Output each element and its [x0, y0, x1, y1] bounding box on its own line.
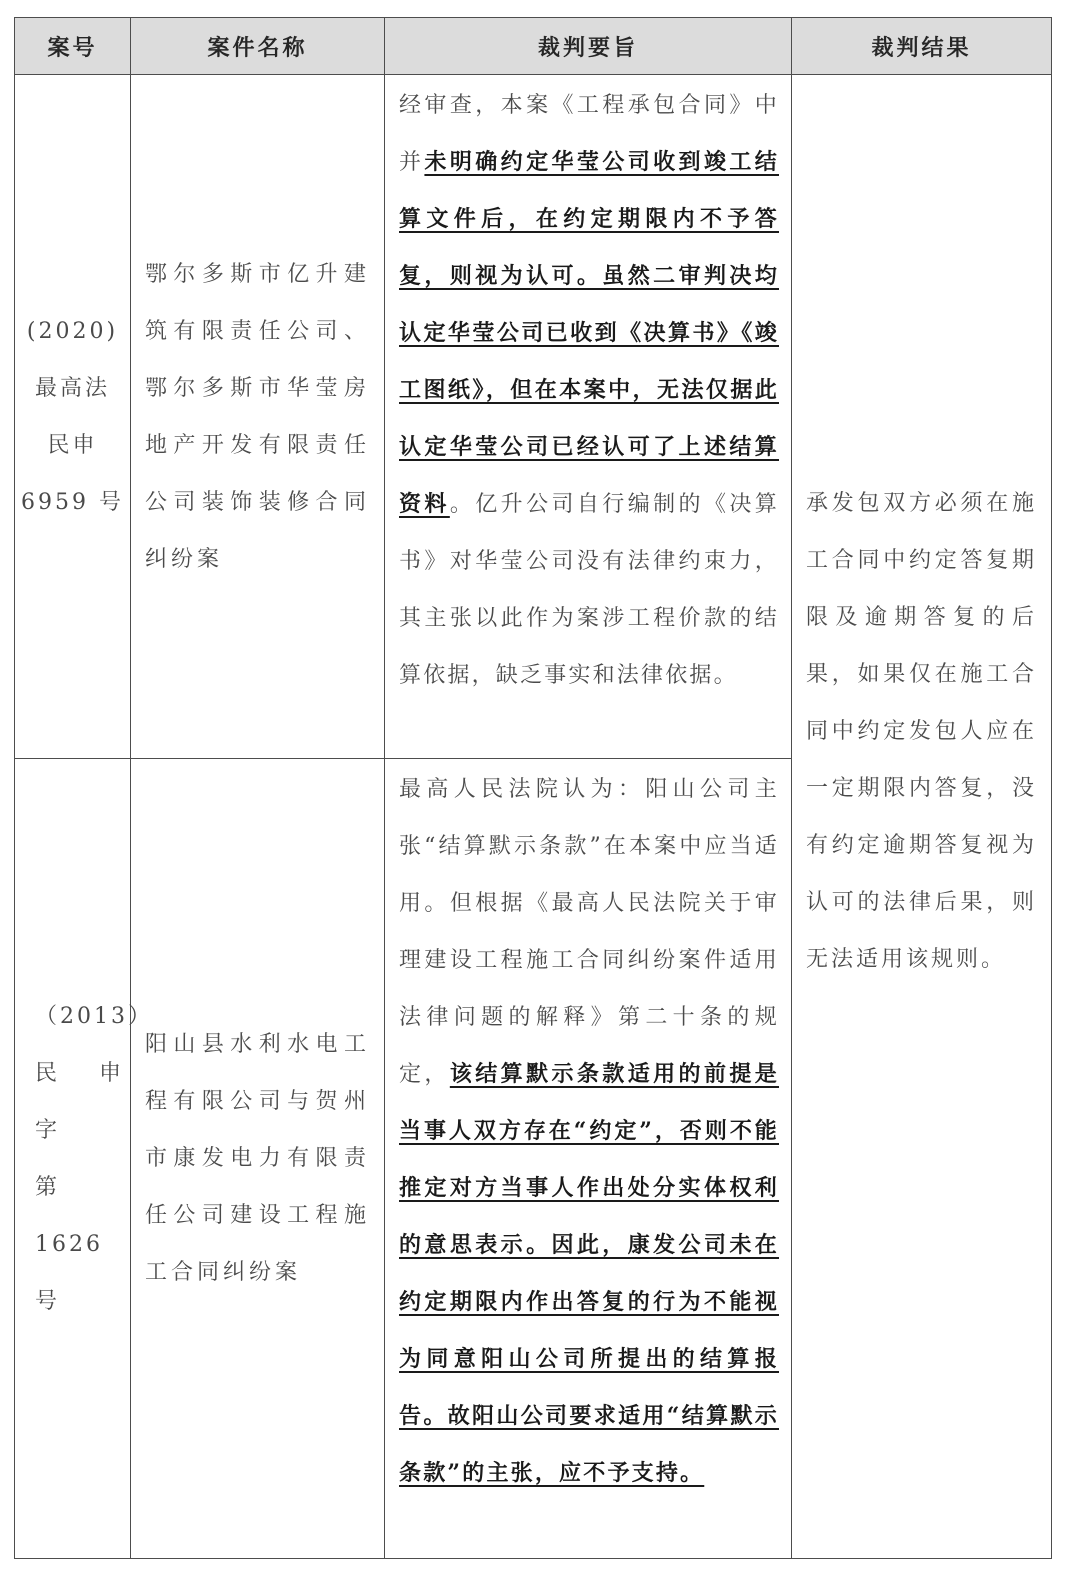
judgment-result: 承发包双方必须在施工合同中约定答复期限及逾期答复的后果，如果仅在施工合同中约定发包人应在一定期限内答复，没有约定逾期答复视为认可的法律后果，则无法适用该规则。	[806, 491, 1037, 972]
gist-emphasis: 该结算默示条款适用的前提是当事人双方存在“约定”，否则不能推定对方当事人作出处分实体权利的意思表示。因此，康发公司未在约定期限内作出答复的行为不能视为同意阳山公司所提出的结算报告。故阳山公司要求适用“结算默示条款”的主张，应不予支持。	[399, 1061, 779, 1486]
header-judgment-gist: 裁判要旨	[385, 18, 792, 75]
judgment-gist-cell	[385, 759, 792, 1559]
case-name: 鄂尔多斯市亿升建筑有限责任公司、鄂尔多斯市华莹房地产开发有限责任公司装饰装修合同纠纷案	[145, 261, 370, 572]
table-row	[15, 75, 1052, 759]
case-number-cell	[15, 75, 131, 759]
case-table	[14, 17, 1052, 1559]
judgment-gist-cell	[385, 75, 792, 759]
header-judgment-result: 裁判结果	[792, 18, 1052, 75]
header-case-no: 案号	[15, 18, 131, 75]
gist-text: 最高人民法院认为：阳山公司主张“结算默示条款”在本案中应当适用。但根据《最高人民法院关于审理建设工程施工合同纠纷案件适用法律问题的解释》第二十条的规定，	[399, 777, 779, 1087]
gist-text: 经审查，本案《工程承包合同》中并	[399, 93, 779, 175]
judgment-gist	[385, 77, 791, 704]
judgment-gist	[385, 761, 791, 1502]
header-case-name: 案件名称	[131, 18, 385, 75]
table-header-row	[15, 18, 1052, 75]
judgment-result-cell	[792, 75, 1052, 1559]
gist-text: 。亿升公司自行编制的《决算书》对华莹公司没有法律约束力，其主张以此作为案涉工程价款的结算依据，缺乏事实和法律依据。	[399, 492, 779, 688]
gist-emphasis: 未明确约定华莹公司收到竣工结算文件后，在约定期限内不予答复，则视为认可。虽然二审判决均认定华莹公司已收到《决算书》《竣工图纸》，但在本案中，无法仅据此认定华莹公司已经认可了上述结算资料	[399, 149, 779, 517]
case-name-cell	[131, 75, 385, 759]
case-number: (2020) 最高法 民申 6959 号	[21, 318, 124, 515]
case-name-cell	[131, 759, 385, 1559]
case-number-cell	[15, 759, 153, 1559]
case-name: 阳山县水利水电工程有限公司与贺州市康发电力有限责任公司建设工程施工合同纠纷案	[145, 1032, 370, 1285]
case-number: （2013） 民 申 字 第 1626 号	[35, 1003, 153, 1314]
